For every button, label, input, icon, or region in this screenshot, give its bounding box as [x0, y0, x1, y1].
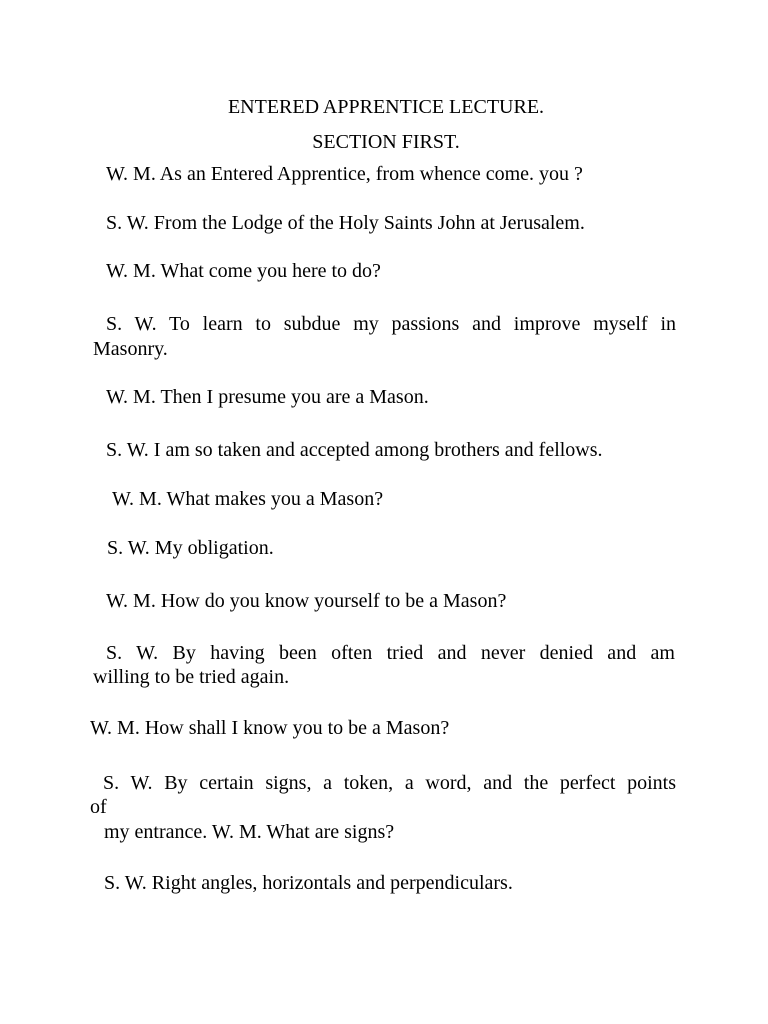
text-line: S. W. I am so taken and accepted among brothers and fellows.	[106, 439, 603, 461]
text-line: S. W. To learn to subdue my passions and improve myself in	[106, 313, 676, 335]
text-line: W. M. How shall I know you to be a Mason?	[90, 717, 450, 739]
text-line: S. W. My obligation.	[107, 537, 274, 559]
text-line: W. M. What come you here to do?	[106, 260, 381, 282]
text-line: W. M. How do you know yourself to be a Mason?	[106, 590, 507, 612]
text-line: W. M. As an Entered Apprentice, from whence come. you ?	[106, 163, 583, 185]
document-title: ENTERED APPRENTICE LECTURE.	[227, 96, 545, 118]
text-line: W. M. Then I presume you are a Mason.	[106, 386, 429, 408]
text-line: willing to be tried again.	[93, 666, 290, 688]
text-line: Masonry.	[93, 338, 168, 360]
text-line: S. W. Right angles, horizontals and perpendiculars.	[104, 872, 513, 894]
text-line: S. W. By certain signs, a token, a word, and the perfect points	[103, 772, 676, 794]
text-line: S. W. From the Lodge of the Holy Saints John at Jerusalem.	[106, 212, 585, 234]
section-heading: SECTION FIRST.	[312, 131, 460, 153]
text-line: S. W. By having been often tried and never denied and am	[106, 642, 675, 664]
text-line: W. M. What makes you a Mason?	[112, 488, 384, 510]
text-line: of	[90, 796, 107, 818]
text-line: my entrance. W. M. What are signs?	[104, 821, 395, 843]
